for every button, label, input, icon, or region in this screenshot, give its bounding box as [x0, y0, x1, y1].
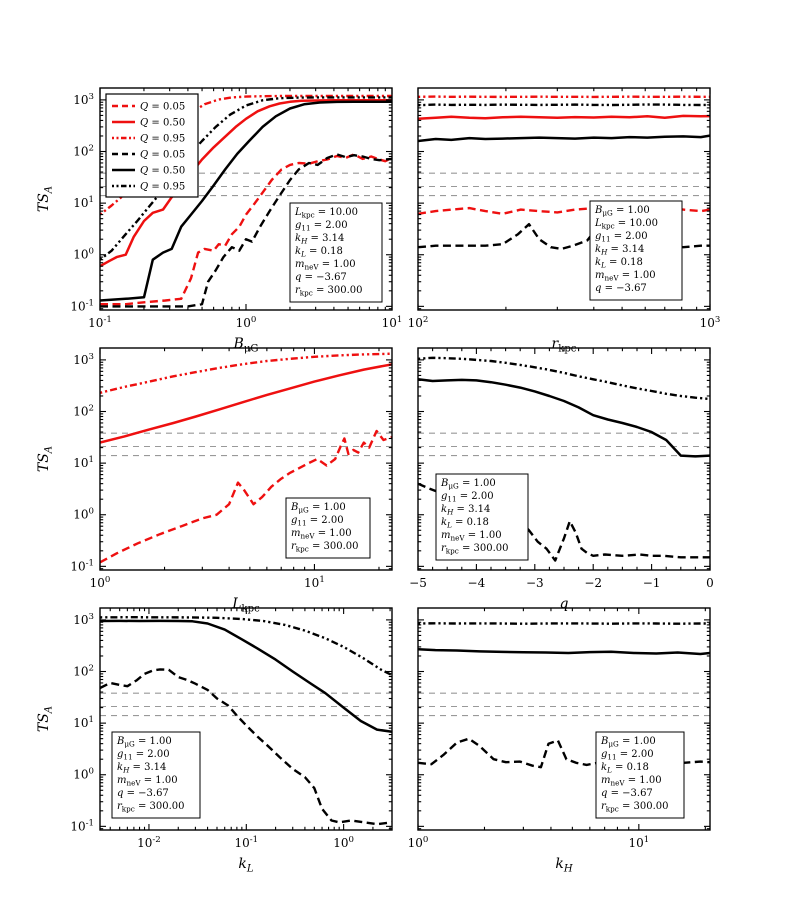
- subplot-rkpc: [408, 88, 721, 355]
- x-tick-label: −2: [584, 576, 603, 590]
- series-black-solid: [418, 136, 710, 141]
- x-tick-label: −1: [642, 576, 661, 590]
- param-line: $m_{neV} = 1.00$: [117, 775, 178, 788]
- legend-label: Q = 0.05: [140, 149, 186, 161]
- series-black-dashdot: [100, 617, 392, 675]
- y-tick-label: $10^1$: [73, 195, 94, 211]
- y-axis-label: $TS_A$: [36, 185, 55, 213]
- x-tick-label: $10^0$: [333, 834, 355, 850]
- y-tick-label: $10^1$: [73, 715, 94, 731]
- param-line: $g_{11} = 2.00$: [441, 491, 494, 504]
- y-tick-label: $10^0$: [73, 766, 94, 782]
- y-tick-label: $10^0$: [73, 506, 94, 522]
- y-axis-label: $TS_A$: [36, 705, 55, 733]
- y-tick-label: $10^2$: [73, 663, 94, 679]
- param-line: $B_{\mu G} = 1.00$: [441, 478, 496, 491]
- param-line: $B_{\mu G} = 1.00$: [601, 736, 656, 749]
- legend-label: Q = 0.05: [140, 101, 186, 113]
- x-tick-label: $10^{-1}$: [88, 314, 112, 330]
- x-axis-label: $B_{\mu G}$: [233, 336, 259, 355]
- param-line: $g_{11} = 2.00$: [595, 231, 648, 244]
- y-tick-label: $10^0$: [73, 246, 94, 262]
- param-line: $k_L = 0.18$: [595, 257, 643, 270]
- param-line: q = −3.67: [117, 788, 169, 799]
- x-tick-label: $10^0$: [89, 574, 111, 590]
- param-box: [290, 203, 382, 302]
- threshold-lines: [418, 433, 710, 455]
- x-tick-label: −5: [409, 576, 427, 590]
- x-tick-label: 0: [706, 576, 714, 590]
- param-line: $k_L = 0.18$: [441, 517, 489, 530]
- param-line: $B_{\mu G} = 1.00$: [595, 205, 650, 218]
- param-line: $k_L = 0.18$: [601, 762, 649, 775]
- param-line: $m_{neV} = 1.00$: [595, 270, 656, 283]
- y-axis-label: $TS_A$: [36, 445, 55, 473]
- param-line: $L_{kpc} = 10.00$: [295, 207, 358, 220]
- x-tick-label: $10^1$: [381, 314, 403, 330]
- x-tick-label: $10^{-1}$: [234, 834, 259, 850]
- legend-label: Q = 0.95: [140, 133, 186, 145]
- y-tick-label: $10^3$: [73, 91, 94, 107]
- series-black-solid: [418, 649, 710, 654]
- param-line: $r_{kpc} = 300.00$: [441, 543, 509, 556]
- y-tick-label: $10^{-1}$: [70, 298, 94, 314]
- param-line: $m_{neV} = 1.00$: [441, 530, 502, 543]
- x-tick-label: $10^0$: [235, 314, 257, 330]
- series-black-solid: [418, 379, 710, 456]
- param-line: $g_{11} = 2.00$: [601, 749, 654, 762]
- param-line: $g_{11} = 2.00$: [291, 515, 344, 528]
- param-line: $B_{\mu G} = 1.00$: [117, 736, 172, 749]
- param-line: q = −3.67: [295, 272, 347, 283]
- param-line: $m_{neV} = 1.00$: [601, 775, 662, 788]
- param-line: $L_{kpc} = 10.00$: [595, 218, 658, 231]
- threshold-lines: [418, 173, 710, 195]
- x-tick-label: −3: [525, 576, 544, 590]
- param-line: $k_H = 3.14$: [441, 504, 491, 517]
- x-axis-label: $k_H$: [555, 856, 573, 875]
- x-axis-label: $L_{kpc}$: [232, 596, 260, 615]
- legend-label: Q = 0.50: [140, 165, 186, 177]
- param-line: $m_{neV} = 1.00$: [295, 259, 356, 272]
- x-tick-label: $10^2$: [407, 314, 429, 330]
- param-line: $r_{kpc} = 300.00$: [117, 801, 185, 814]
- x-axis-label: $k_L$: [238, 856, 254, 875]
- param-line: $m_{neV} = 1.00$: [291, 528, 352, 541]
- param-line: q = −3.67: [595, 283, 647, 294]
- y-tick-label: $10^2$: [73, 403, 94, 419]
- param-line: $k_H = 3.14$: [595, 244, 645, 257]
- y-tick-label: $10^{-1}$: [70, 818, 94, 834]
- param-line: $k_L = 0.18$: [295, 246, 343, 259]
- param-box: [286, 498, 370, 558]
- series-red-solid: [418, 116, 710, 119]
- param-box: [596, 732, 684, 818]
- param-line: $r_{kpc} = 300.00$: [601, 801, 669, 814]
- param-line: $k_H = 3.14$: [295, 233, 345, 246]
- legend-label: Q = 0.50: [140, 117, 186, 129]
- subplot-bmug: [36, 88, 402, 355]
- param-line: $r_{kpc} = 300.00$: [291, 541, 359, 554]
- x-tick-label: $10^{-2}$: [137, 834, 161, 850]
- threshold-lines: [418, 693, 710, 715]
- param-line: $r_{kpc} = 300.00$: [295, 285, 363, 298]
- y-tick-label: $10^2$: [73, 143, 94, 159]
- subplot-lkpc: [36, 348, 392, 615]
- subplot-q: [409, 348, 714, 612]
- x-tick-label: $10^1$: [304, 574, 325, 590]
- x-tick-label: $10^1$: [628, 834, 650, 850]
- series-black-dashdot: [418, 358, 710, 399]
- param-box: [112, 732, 200, 818]
- subplot-kh: [408, 608, 710, 875]
- param-line: q = −3.67: [601, 788, 653, 799]
- y-tick-label: $10^{-1}$: [70, 558, 94, 574]
- y-tick-label: $10^3$: [73, 611, 94, 627]
- y-tick-label: $10^3$: [73, 351, 94, 367]
- series-black-dashdot: [418, 105, 710, 106]
- legend-label: Q = 0.95: [140, 181, 186, 193]
- param-box: [436, 474, 528, 560]
- subplot-kl: [36, 608, 392, 875]
- x-axis-label: q: [559, 596, 569, 612]
- param-line: $g_{11} = 2.00$: [117, 749, 170, 762]
- x-tick-label: $10^0$: [407, 834, 429, 850]
- x-axis-label: $r_{kpc}$: [551, 336, 577, 355]
- x-tick-label: $10^3$: [699, 314, 721, 330]
- x-tick-label: −4: [467, 576, 486, 590]
- series-red-solid: [100, 364, 392, 442]
- y-tick-label: $10^1$: [73, 455, 94, 471]
- param-line: $B_{\mu G} = 1.00$: [291, 502, 346, 515]
- param-line: $k_H = 3.14$: [117, 762, 167, 775]
- param-box: [590, 201, 682, 300]
- legend: [106, 94, 198, 197]
- param-line: $g_{11} = 2.00$: [295, 220, 348, 233]
